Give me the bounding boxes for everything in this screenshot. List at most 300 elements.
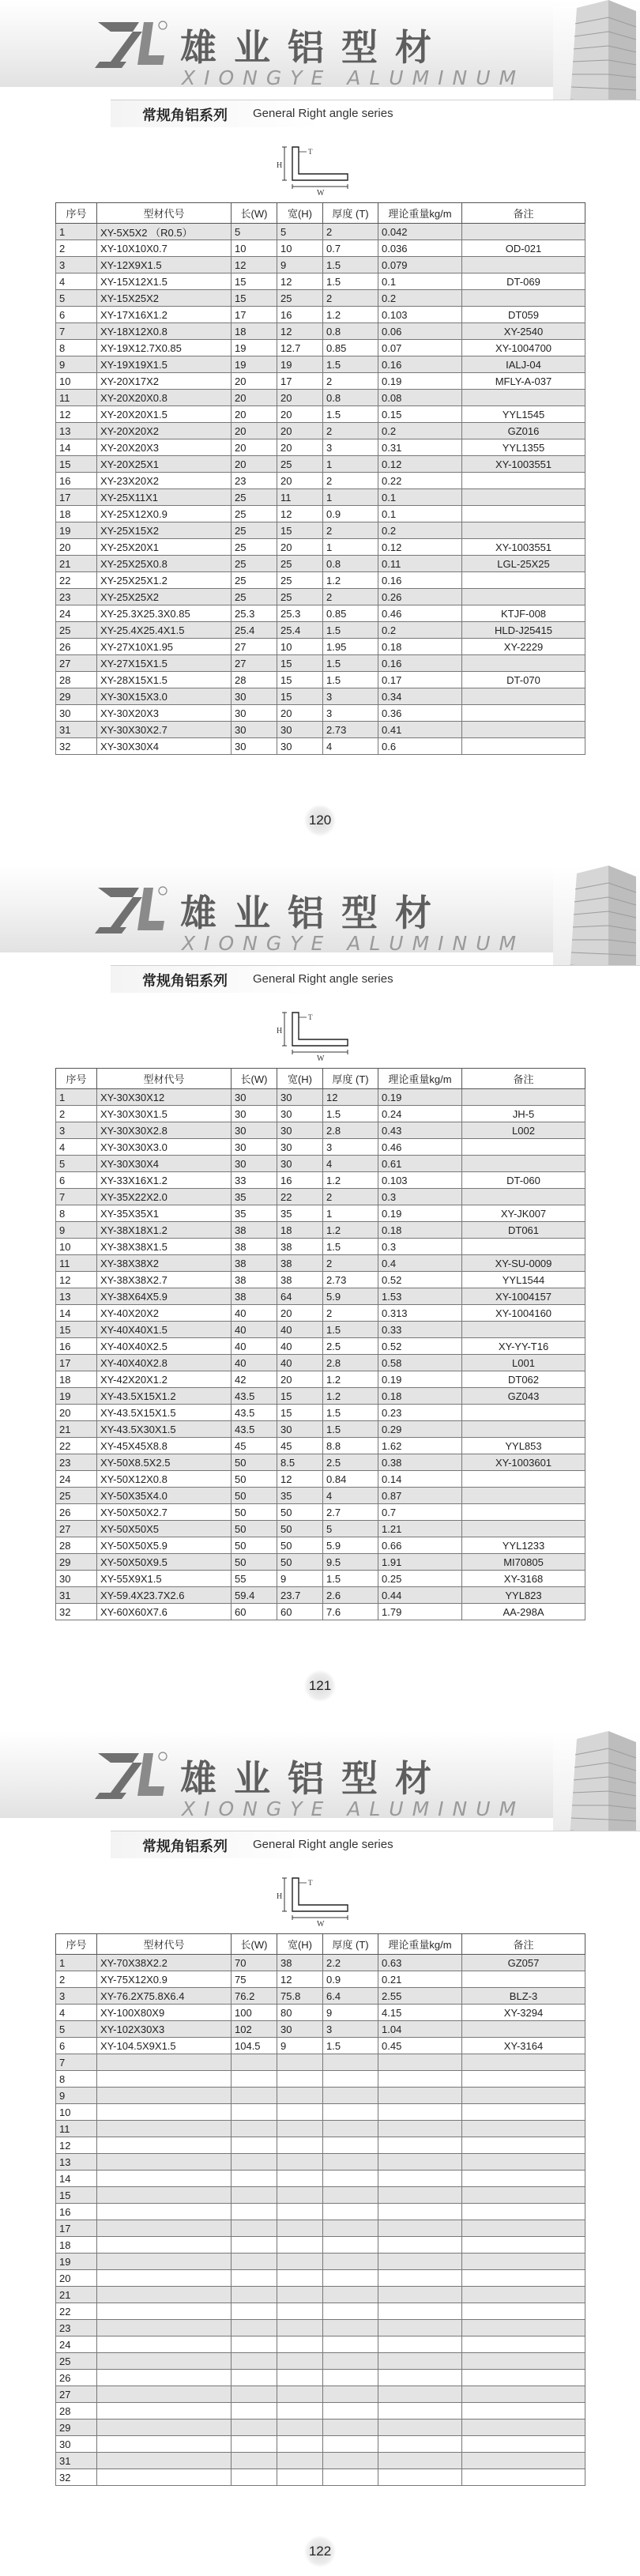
col-weight-cell: 0.23 [378,1405,462,1421]
col-width-cell: 38 [277,1255,323,1272]
col-index-cell: 18 [56,1371,97,1388]
table-row [56,456,585,473]
table-row [56,1272,585,1288]
col-remark-cell: MI70805 [462,1554,585,1571]
col-thickness-cell: 1.2 [323,1222,378,1239]
col-length-cell: 30 [232,738,277,755]
col-width-cell: 38 [277,1272,323,1288]
col-length-cell [232,2121,277,2137]
col-weight-cell: 0.19 [378,373,462,390]
col-width-cell: 20 [277,439,323,456]
table-row [56,390,585,406]
table-row [56,439,585,456]
col-width-cell: 5 [277,224,323,240]
col-remark-cell: MFLY-A-037 [462,373,585,390]
col-remark-cell [462,2353,585,2370]
col-remark-cell [462,2204,585,2220]
col-width-cell: 12 [277,506,323,522]
col-weight-cell: 0.036 [378,240,462,257]
col-thickness-cell: 2.5 [323,1338,378,1355]
col-thickness-cell: 2.73 [323,722,378,738]
col-thickness-cell [323,2237,378,2254]
col-remark-cell [462,224,585,240]
col-thickness-cell: 9 [323,2005,378,2021]
table-row [56,1537,585,1554]
col-model-code-cell [97,2104,232,2121]
col-index-cell: 15 [56,2187,97,2204]
col-model-code-cell: XY-38X18X1.2 [97,1222,232,1239]
col-length-cell: 30 [232,1089,277,1106]
col-length-cell: 50 [232,1504,277,1521]
col-index-cell: 27 [56,1521,97,1537]
col-thickness-cell: 2 [323,373,378,390]
col-weight-cell: 1.53 [378,1288,462,1305]
col-weight-cell: 0.08 [378,390,462,406]
col-remark-cell [462,1322,585,1338]
col-length-cell: 30 [232,688,277,705]
col-width-cell [277,2187,323,2204]
col-index-cell: 30 [56,1571,97,1587]
table-row [56,323,585,340]
col-weight-cell: 0.26 [378,589,462,605]
col-remark-cell [462,2154,585,2171]
col-weight-cell: 1.21 [378,1521,462,1537]
col-weight-cell: 0.61 [378,1156,462,1172]
col-remark-cell [462,2104,585,2121]
angle-profile-diagram [277,1873,363,1929]
col-thickness-cell: 2 [323,589,378,605]
col-remark-cell: XY-1004160 [462,1305,585,1322]
svg-text:W: W [317,189,325,198]
col-remark-cell: AA-298A [462,1604,585,1620]
col-length-cell [232,2353,277,2370]
col-model-code-cell: XY-70X38X2.2 [97,1955,232,1971]
col-thickness-cell: 1 [323,489,378,506]
col-remark-cell [462,1156,585,1172]
col-index-cell: 31 [56,1587,97,1604]
col-index-cell: 20 [56,2270,97,2287]
col-remark-cell [462,2320,585,2337]
col-remark-cell [462,2337,585,2353]
table-row [56,2121,585,2137]
col-width-cell [277,2121,323,2137]
col-model-code-cell: XY-45X45X8.8 [97,1438,232,1454]
col-remark-cell [462,2054,585,2071]
col-length-cell: 35 [232,1205,277,1222]
col-weight-cell: 0.25 [378,1571,462,1587]
col-index-cell: 9 [56,2088,97,2104]
col-model-code-cell: XY-5X5X2 （R0.5） [97,224,232,240]
col-index-cell: 31 [56,2453,97,2469]
col-length-cell [232,2337,277,2353]
col-thickness-cell: 2 [323,522,378,539]
col-weight-cell [378,2320,462,2337]
col-length-cell: 70 [232,1955,277,1971]
col-width-cell: 25.3 [277,605,323,622]
col-model-code-cell: XY-35X22X2.0 [97,1189,232,1205]
col-thickness-cell: 2.5 [323,1454,378,1471]
col-width-cell: 40 [277,1338,323,1355]
col-index-cell: 18 [56,2237,97,2254]
col-length-cell: 19 [232,356,277,373]
col-model-code-cell [97,2088,232,2104]
col-thickness-cell [323,2337,378,2353]
col-width-cell [277,2054,323,2071]
table-row [56,738,585,755]
col-model-code-cell [97,2204,232,2220]
brand-name-en: XIONGYE ALUMINUM [182,1797,525,1820]
table-row [56,423,585,439]
col-thickness-cell: 6.4 [323,1988,378,2005]
col-model-code-cell: XY-10X10X0.7 [97,240,232,257]
col-index-cell: 29 [56,688,97,705]
col-model-code-cell: XY-38X64X5.9 [97,1288,232,1305]
col-remark-cell: BLZ-3 [462,1988,585,2005]
table-row [56,2320,585,2337]
col-thickness-cell: 0.85 [323,340,378,356]
col-thickness-cell: 5 [323,1521,378,1537]
table-row [56,1604,585,1620]
col-weight-cell: 0.87 [378,1488,462,1504]
col-weight-header: 理论重量kg/m [378,203,462,224]
col-index-cell: 21 [56,2287,97,2303]
col-weight-cell: 0.12 [378,539,462,556]
table-row [56,2386,585,2403]
col-model-code-cell: XY-40X40X2.5 [97,1338,232,1355]
col-thickness-header: 厚度 (T) [323,1934,378,1955]
col-model-code-cell [97,2171,232,2187]
col-width-cell: 64 [277,1288,323,1305]
col-thickness-cell: 0.7 [323,240,378,257]
col-thickness-cell: 2.8 [323,1122,378,1139]
col-remark-cell: XY-1004700 [462,340,585,356]
col-remark-cell: GZ016 [462,423,585,439]
table-row [56,1405,585,1421]
col-weight-cell: 0.44 [378,1587,462,1604]
table-row [56,1955,585,1971]
col-remark-cell: DT062 [462,1371,585,1388]
col-model-code-cell: XY-25X11X1 [97,489,232,506]
col-weight-cell [378,2154,462,2171]
col-length-cell: 40 [232,1305,277,1322]
col-thickness-cell [323,2154,378,2171]
table-row [56,1355,585,1371]
col-width-cell: 12 [277,1471,323,1488]
height-label: H [277,161,283,170]
col-remark-cell [462,2187,585,2204]
col-index-cell: 23 [56,2320,97,2337]
table-row [56,2453,585,2469]
col-weight-cell [378,2204,462,2220]
col-index-cell: 11 [56,1255,97,1272]
col-width-cell [277,2436,323,2453]
col-remark-cell [462,2254,585,2270]
col-thickness-cell: 0.8 [323,323,378,340]
col-index-cell: 12 [56,2137,97,2154]
col-width-cell: 18 [277,1222,323,1239]
col-width-cell [277,2303,323,2320]
col-model-code-cell [97,2337,232,2353]
col-width-cell: 40 [277,1355,323,1371]
col-weight-cell: 0.18 [378,1388,462,1405]
col-length-cell [232,2204,277,2220]
col-thickness-cell [323,2469,378,2486]
col-model-code-cell [97,2270,232,2287]
col-index-cell: 5 [56,2021,97,2038]
col-thickness-cell: 2 [323,473,378,489]
spec-table [55,1068,585,1620]
col-length-cell: 50 [232,1488,277,1504]
col-length-cell: 20 [232,390,277,406]
col-thickness-header: 厚度 (T) [323,1069,378,1089]
col-model-code-cell: XY-60X60X7.6 [97,1604,232,1620]
col-index-cell: 4 [56,2005,97,2021]
col-length-cell: 40 [232,1338,277,1355]
col-remark-cell: XY-SU-0009 [462,1255,585,1272]
height-label: H [277,1027,283,1035]
col-thickness-cell [323,2220,378,2237]
col-remark-cell [462,1971,585,1988]
col-model-code-cell: XY-50X50X2.7 [97,1504,232,1521]
col-weight-cell: 0.18 [378,1222,462,1239]
col-width-cell: 15 [277,672,323,688]
col-length-cell: 25.3 [232,605,277,622]
col-width-header: 宽(H) [277,1934,323,1955]
col-width-cell [277,2419,323,2436]
table-row [56,2337,585,2353]
col-remark-cell [462,1089,585,1106]
col-index-cell: 6 [56,1172,97,1189]
col-thickness-cell [323,2204,378,2220]
xiongye-logo-icon [93,1750,169,1802]
col-model-code-cell: XY-30X30X4 [97,1156,232,1172]
col-remark-cell [462,1488,585,1504]
col-remark-cell: L002 [462,1122,585,1139]
col-model-code-cell [97,2237,232,2254]
col-width-cell [277,2071,323,2088]
table-row [56,2469,585,2486]
col-remark-cell: XY-1004157 [462,1288,585,1305]
col-length-cell: 38 [232,1272,277,1288]
col-index-cell: 6 [56,307,97,323]
col-remark-cell: L001 [462,1355,585,1371]
col-thickness-cell [323,2303,378,2320]
col-weight-cell: 0.19 [378,1205,462,1222]
col-thickness-cell: 2 [323,1189,378,1205]
col-width-cell: 40 [277,1322,323,1338]
col-model-code-cell: XY-59.4X23.7X2.6 [97,1587,232,1604]
table-row [56,489,585,506]
col-thickness-cell: 1.5 [323,1322,378,1338]
col-thickness-cell: 1.5 [323,672,378,688]
col-remark-cell: DT-069 [462,273,585,290]
col-thickness-cell [323,2171,378,2187]
col-length-cell: 19 [232,340,277,356]
col-index-cell: 29 [56,1554,97,1571]
col-model-code-cell [97,2187,232,2204]
brand-name-cn: 雄业铝型材 [180,26,449,69]
col-weight-cell: 1.91 [378,1554,462,1571]
col-remark-cell [462,2237,585,2254]
svg-text:T: T [308,148,313,156]
col-model-code-cell [97,2287,232,2303]
col-model-code-cell: XY-42X20X1.2 [97,1371,232,1388]
table-row [56,1106,585,1122]
col-model-code-cell [97,2320,232,2337]
col-width-cell: 38 [277,1239,323,1255]
col-remark-cell [462,722,585,738]
col-width-cell: 15 [277,688,323,705]
table-row [56,2038,585,2054]
col-width-cell: 12 [277,1971,323,1988]
col-weight-cell [378,2187,462,2204]
table-row [56,1571,585,1587]
col-width-cell: 15 [277,522,323,539]
col-thickness-cell: 3 [323,1139,378,1156]
col-length-cell [232,2386,277,2403]
col-model-code-cell: XY-15X12X1.5 [97,273,232,290]
col-index-cell: 29 [56,2419,97,2436]
col-length-cell [232,2054,277,2071]
col-remark-cell [462,290,585,307]
col-weight-cell [378,2419,462,2436]
col-length-cell: 25 [232,506,277,522]
col-length-cell: 75 [232,1971,277,1988]
col-length-cell: 25 [232,572,277,589]
col-length-cell: 30 [232,722,277,738]
col-thickness-cell: 3 [323,705,378,722]
col-width-cell: 12 [277,323,323,340]
table-row [56,2137,585,2154]
col-weight-cell [378,2220,462,2237]
col-length-cell: 45 [232,1438,277,1454]
col-model-code-cell [97,2154,232,2171]
col-width-cell: 35 [277,1205,323,1222]
col-thickness-cell: 9.5 [323,1554,378,1571]
col-thickness-cell [323,2287,378,2303]
col-width-cell: 20 [277,1371,323,1388]
col-thickness-cell [323,2353,378,2370]
col-length-cell: 23 [232,473,277,489]
col-thickness-cell: 1.5 [323,356,378,373]
col-model-code-cell: XY-76.2X75.8X6.4 [97,1988,232,2005]
col-length-cell: 20 [232,373,277,390]
col-index-cell: 8 [56,2071,97,2088]
col-thickness-cell: 2 [323,1305,378,1322]
table-row [56,1139,585,1156]
col-index-cell: 17 [56,1355,97,1371]
col-width-cell: 50 [277,1537,323,1554]
col-length-cell [232,2237,277,2254]
col-width-cell: 20 [277,539,323,556]
col-remark-cell [462,2171,585,2187]
col-model-code-cell: XY-100X80X9 [97,2005,232,2021]
col-index-cell: 24 [56,2337,97,2353]
col-index-cell: 3 [56,1988,97,2005]
spec-table [55,1933,585,2486]
col-thickness-cell: 1.5 [323,655,378,672]
col-index-cell: 16 [56,1338,97,1355]
col-width-cell: 15 [277,655,323,672]
col-length-cell: 50 [232,1521,277,1537]
col-width-cell: 10 [277,240,323,257]
col-remark-cell [462,2419,585,2436]
col-model-code-cell: XY-104.5X9X1.5 [97,2038,232,2054]
col-width-cell [277,2469,323,2486]
table-row [56,672,585,688]
col-model-code-cell: XY-30X30X4 [97,738,232,755]
col-remark-cell: YYL1355 [462,439,585,456]
table-row [56,257,585,273]
col-width-cell: 45 [277,1438,323,1454]
col-thickness-cell: 1.5 [323,273,378,290]
col-length-cell: 50 [232,1454,277,1471]
table-row [56,2054,585,2071]
col-model-code-cell: XY-33X16X1.2 [97,1172,232,1189]
col-weight-cell: 0.58 [378,1355,462,1371]
col-remark-cell [462,522,585,539]
col-weight-cell: 0.31 [378,439,462,456]
col-index-cell: 25 [56,2353,97,2370]
table-row [56,2254,585,2270]
table-row [56,356,585,373]
col-weight-cell [378,2453,462,2469]
col-model-code-cell: XY-30X30X3.0 [97,1139,232,1156]
col-thickness-cell: 1.5 [323,622,378,639]
table-row [56,622,585,639]
col-thickness-cell: 5.9 [323,1288,378,1305]
col-index-cell: 28 [56,2403,97,2419]
col-width-cell: 25 [277,572,323,589]
col-model-code-header: 型材代号 [97,203,232,224]
table-row [56,2303,585,2320]
col-thickness-cell: 2 [323,224,378,240]
col-length-cell: 40 [232,1355,277,1371]
table-row [56,406,585,423]
col-weight-header: 理论重量kg/m [378,1069,462,1089]
col-remark-cell: XY-3294 [462,2005,585,2021]
col-model-code-cell: XY-50X50X9.5 [97,1554,232,1571]
col-length-cell: 25.4 [232,622,277,639]
col-remark-cell: IALJ-04 [462,356,585,373]
col-thickness-cell [323,2088,378,2104]
col-length-cell [232,2303,277,2320]
col-length-header: 长(W) [232,203,277,224]
col-index-cell: 2 [56,240,97,257]
col-model-code-cell: XY-25X12X0.9 [97,506,232,522]
col-index-cell: 4 [56,1139,97,1156]
col-index-cell: 22 [56,1438,97,1454]
col-width-cell [277,2137,323,2154]
col-remark-cell: OD-021 [462,240,585,257]
table-row [56,1189,585,1205]
col-remark-cell [462,2071,585,2088]
col-width-cell [277,2220,323,2237]
col-length-cell: 104.5 [232,2038,277,2054]
col-model-code-cell [97,2453,232,2469]
col-thickness-cell: 2 [323,423,378,439]
col-model-code-cell [97,2469,232,2486]
col-weight-header: 理论重量kg/m [378,1934,462,1955]
col-width-cell: 30 [277,1421,323,1438]
col-thickness-cell [323,2386,378,2403]
col-thickness-cell [323,2370,378,2386]
table-row [56,1587,585,1604]
col-model-code-cell: XY-25X25X2 [97,589,232,605]
col-width-cell [277,2353,323,2370]
col-model-code-cell: XY-25X20X1 [97,539,232,556]
col-thickness-cell: 0.9 [323,1971,378,1988]
